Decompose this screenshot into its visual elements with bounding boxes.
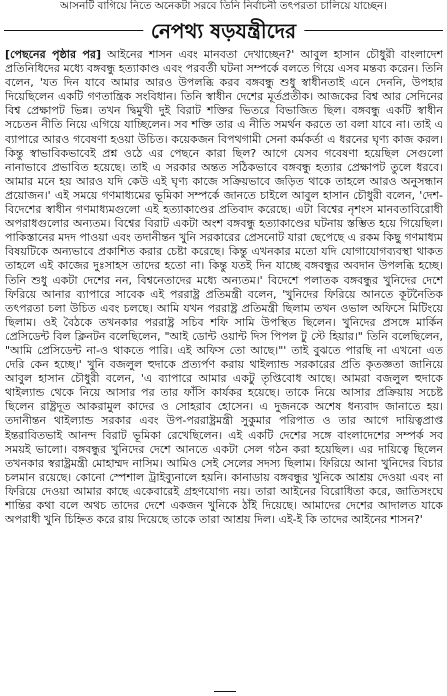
- previous-article-tail: আসনটি বাগিয়ে নিতে অনেকটা সরবে তিনি নির্বাচনী তৎপরতা চালিয়ে যাচ্ছেন।: [59, 0, 387, 12]
- footer-mark: [214, 691, 236, 696]
- headline: নেপথ্য ষড়যন্ত্রীদের: [143, 17, 304, 45]
- headline-band: [4, 17, 443, 45]
- article-text: আইনের শাসন এবং মানবতা দেখাচ্ছেন?' আবুল হাসান চৌধুরী বাংলাদেশ প্রতিনিধিদের মধ্যে বঙ্গবন্ধু হত্যাকাণ্ড এবং পরবর্তী ঘটনা সম্পর্কে বলতে গিয়ে এসব মন্তব্য করেন। তিনি বলেন, 'যত দিন যাবে আমার আরও উপলব্ধি করব বঙ্গবন্ধু শুধু স্বাধীনতাই এনে দেননি, উপহার দিয়েছিলেন একটি গণতান্ত্রিক সংবিধান। তিনি স্বাধীন দেশের মূর্তপ্রতীক। আজকের বিশ্ব আর সেদিনের বিশ্ব প্রেক্ষাপট ভিন্ন। তখন দ্বিমুখী দুই বিরাট শক্তির ভিতরে বিভাজিত ছিল। বঙ্গবন্ধু একটি স্বাধীন সচেতন নীতি নিয়ে এগিয়ে যাচ্ছিলেন। সব শক্তি তার এ নীতি সমর্থন করতে তা বলা যাবে না। তাই এ ব্যাপারে আরও গবেষণা হওয়া উচিত। কয়েকজন বিপথগামী সেনা কর্মকর্তা এ ধরনের ঘৃণ্য কাজ করল। কিন্তু স্বাভাবিকভাবেই প্রশ্ন ওঠে এর পেছনে কারা ছিল? আগে যেসব গবেষণা হয়েছিল সেগুলো নানাভাবে প্রভাবিত হয়েছে। তাই এ সরকার অন্তত সঠিকভাবে বঙ্গবন্ধু হত্যার প্রেক্ষাপট তুলে ধরবে। আমার মনে হয় আরও যদি কেউ এই ঘৃণ্য কাজে সক্রিয়ভাবে জড়িত থাকে তাহলে আরও অনুসন্ধান প্রয়োজন।' এই সময়ে গণমাধ্যমের ভূমিকা সম্পর্কে জানতে চাইলে আবুল হাসান চৌধুরী বলেন, 'দেশ-বিদেশের স্বাধীন গণমাধ্যমগুলো এই হত্যাকাণ্ডের প্রতিবাদ করেছে। এটা বিশ্বের নৃশংস মানবতাবিরোধী অপরাধগুলোর অন্যতম। বিশ্বের বিরাট একটা অংশ বঙ্গবন্ধু হত্যাকাণ্ডের ঘটনায় স্তম্ভিত হয়ে গিয়েছিল। পাকিস্তানের মদদ পাওয়া এবং তদানীন্তন খুনি সরকারের প্রেসনোট যারা ছেপেছে এ রকম কিছু গণমাধ্যম বিষয়টিকে অন্যভাবে প্রকাশিত করার চেষ্টা করেছে। কিন্তু এখনকার মতো যদি যোগাযোগব্যবস্থা থাকত তাহলে এই কাজের দুঃসাহস তাদের হতো না। কিন্তু যতই দিন যাচ্ছে বঙ্গবন্ধুর অবদান উপলব্ধি হচ্ছে। তিনি শুধু একটা দেশের নন, বিশ্বনেতাদের মধ্যে অন্যতম।' বিদেশে পলাতক বঙ্গবন্ধুর খুনিদের দেশে ফিরিয়ে আনার ব্যাপারে সাবেক এই পররাষ্ট্র প্রতিমন্ত্রী বলেন, 'খুনিদের ফিরিয়ে আনতে কূটনৈতিক তৎপরতা চলা উচিত এবং চলছে। আমি যখন পররাষ্ট্র প্রতিমন্ত্রী ছিলাম তখন ওভাল অফিসে মিটিংয়ে ছিলাম। ওই বৈঠকে তখনকার পররাষ্ট্র সচিব শফি সামি উপস্থিত ছিলেন। খুনিদের প্রসঙ্গে মার্কিন প্রেসিডেন্ট বিল ক্লিনটন বলেছিলেন, "আই ডোন্ট ওয়ান্ট দিস পিপল টু স্টে হিয়ার।" তিনি বলেছিলেন, "আমি প্রেসিডেন্ট না-ও থাকতে পারি। এই অফিস তো আছে।"' তাই বুঝতে পারছি না এখনো এত দেরি কেন হচ্ছে।' খুনি বজলুল হুদাকে প্রত্যর্পণ করায় থাইল্যান্ড সরকারের প্রতি কৃতজ্ঞতা জানিয়ে আবুল হাসান চৌধুরী বলেন, 'এ ব্যাপারে আমার একটু তৃপ্তিবোধ আছে। আমরা বজলুল হুদাকে থাইল্যান্ড থেকে নিয়ে আসার পর তার ফাঁসি কার্যকর হয়েছে। তাকে নিয়ে আসার প্রক্রিয়ায় সচেষ্ট ছিলেন রাষ্ট্রদূত আকরামুল কাদের ও সোহরাব হোসেন। এ দুজনকে অশেষ ধন্যবাদ জানাতে হয়। তদানীন্তন থাইল্যান্ড সরকার এবং উপ-পররাষ্ট্রমন্ত্রী সুকুমার পরিপাত ও তার আগে দায়িত্বপ্রাপ্ত ইন্তরাবিতভাই আনন্দ বিরাট ভূমিকা রেখেছিলেন। এই একটি দেশের সঙ্গে বাংলাদেশের সম্পর্ক সব সময়ই ভালো। বঙ্গবন্ধুর খুনিদের দেশে আনতে একটা সেল গঠন করা হয়েছিল। এর দায়িত্বে ছিলেন তখনকার স্বরাষ্ট্রমন্ত্রী মোহাম্মদ নাসিম। আমিও সেই সেলের সদস্য ছিলাম। ফিরিয়ে আনা খুনিদের বিচার চলমান রয়েছে। কোনো স্পেশাল ট্রাইব্যুনালে হয়নি। কানাডায় বঙ্গবন্ধুর খুনিকে আশ্রয় দেওয়া এবং না ফিরিয়ে দেওয়া আমার কাছে একেবারেই গ্রহণযোগ্য নয়। তারা আইনের বিরোধিতা করে, জাতিসংঘে শান্তির কথা বলে অথচ তাদের দেশে একজন খুনিকে ঠাঁই দিয়েছে। আমাদের দেশের আদালত যাকে অপরাধী খুনি চিহ্নিত করে রায় দিয়েছে তাকে তারা আশ্রয় দিল। এই-ই কি তাদের আইনের শাসন?': [5, 48, 443, 527]
- page-footer: [0, 690, 447, 696]
- article-body: [5, 48, 443, 686]
- continued-from-tag: [পেছনের পৃষ্ঠার পর]: [5, 48, 101, 61]
- article-paragraph: [5, 48, 443, 527]
